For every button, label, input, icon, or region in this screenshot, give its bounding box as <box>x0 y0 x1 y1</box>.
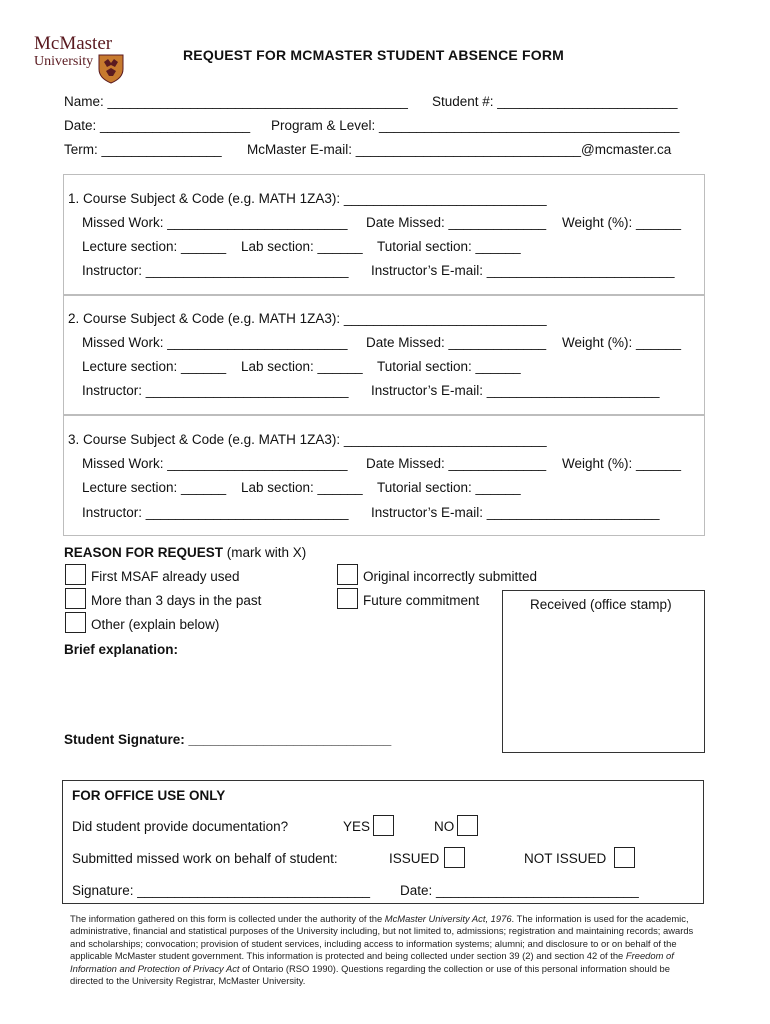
program-level-field[interactable]: Program & Level: ________________________________________ <box>271 118 680 133</box>
other-checkbox[interactable] <box>65 612 86 633</box>
weight-field[interactable]: Weight (%): ______ <box>562 456 682 471</box>
office-date-field[interactable]: Date: ___________________________ <box>400 883 639 898</box>
office-stamp-label: Received (office stamp) <box>530 597 672 612</box>
term-field[interactable]: Term: ________________ <box>64 142 222 157</box>
course-subject-code-field[interactable]: 2. Course Subject & Code (e.g. MATH 1ZA3): ___________________________ <box>68 311 547 326</box>
instructor-email-field[interactable]: Instructor’s E-mail: _______________________ <box>371 383 660 398</box>
original-incorrect-label: Original incorrectly submitted <box>363 569 538 584</box>
privacy-notice <box>70 913 700 987</box>
mcmaster-email-field[interactable]: McMaster E-mail: ______________________________@mcmaster.ca <box>247 142 672 157</box>
instructor-field[interactable]: Instructor: ___________________________ <box>82 505 349 520</box>
issued-label: ISSUED <box>389 851 440 866</box>
brief-explanation-label: Brief explanation: <box>64 642 179 657</box>
course-subject-code-field[interactable]: 3. Course Subject & Code (e.g. MATH 1ZA3): ___________________________ <box>68 432 547 447</box>
logo-university: University <box>34 54 94 69</box>
office-signature-field[interactable]: Signature: _______________________________ <box>72 883 371 898</box>
weight-field[interactable]: Weight (%): ______ <box>562 215 682 230</box>
documentation-question: Did student provide documentation? <box>72 819 289 834</box>
issued-checkbox[interactable] <box>444 847 465 868</box>
date-missed-field[interactable]: Date Missed: _____________ <box>366 335 547 350</box>
first-msaf-label: First MSAF already used <box>91 569 240 584</box>
no-label: NO <box>434 819 455 834</box>
not-issued-label: NOT ISSUED <box>524 851 607 866</box>
more-than-3-days-label: More than 3 days in the past <box>91 593 262 608</box>
lab-section-field[interactable]: Lab section: ______ <box>241 239 363 254</box>
missed-work-field[interactable]: Missed Work: ________________________ <box>82 215 348 230</box>
office-stamp-box <box>502 590 705 753</box>
privacy-notice-part3: of Ontario (RSO 1990). Questions regarding the collection or use of this personal information should be directed to the University Registrar, McMaster University. <box>70 962 670 987</box>
lecture-section-field[interactable]: Lecture section: ______ <box>82 480 227 495</box>
more-than-3-days-checkbox[interactable] <box>65 588 86 609</box>
instructor-email-field[interactable]: Instructor’s E-mail: _______________________ <box>371 505 660 520</box>
logo-wordmark: McMaster <box>34 33 113 54</box>
instructor-field[interactable]: Instructor: ___________________________ <box>82 383 349 398</box>
tutorial-section-field[interactable]: Tutorial section: ______ <box>377 239 521 254</box>
tutorial-section-field[interactable]: Tutorial section: ______ <box>377 480 521 495</box>
missed-work-field[interactable]: Missed Work: ________________________ <box>82 456 348 471</box>
instructor-field[interactable]: Instructor: ___________________________ <box>82 263 349 278</box>
no-checkbox[interactable] <box>457 815 478 836</box>
student-signature-label: Student Signature: ___________________________ <box>64 732 392 747</box>
lab-section-field[interactable]: Lab section: ______ <box>241 359 363 374</box>
privacy-notice-act1: McMaster University Act, 1976 <box>384 913 512 924</box>
tutorial-section-field[interactable]: Tutorial section: ______ <box>377 359 521 374</box>
lab-section-field[interactable]: Lab section: ______ <box>241 480 363 495</box>
yes-label: YES <box>343 819 371 834</box>
missed-work-field[interactable]: Missed Work: ________________________ <box>82 335 348 350</box>
privacy-notice-part2: . The information is used for the academic, administrative, financial and statistical purposes of the University including, but not limited to, admissions; registration and maintaining records; awards and scholarships; convocation; provision of student services, including access to information systems; alumni; and disclosure to or on behalf of the applicable McMaster student government. This information is protected and being collected under section 39 (2) and section 42 of the <box>70 913 694 962</box>
submitted-work-question: Submitted missed work on behalf of student: <box>72 851 338 866</box>
yes-checkbox[interactable] <box>373 815 394 836</box>
course-subject-code-field[interactable]: 1. Course Subject & Code (e.g. MATH 1ZA3): ___________________________ <box>68 191 547 206</box>
instructor-email-field[interactable]: Instructor’s E-mail: _________________________ <box>371 263 675 278</box>
student-number-field[interactable]: Student #: ________________________ <box>432 94 678 109</box>
date-missed-field[interactable]: Date Missed: _____________ <box>366 456 547 471</box>
future-commitment-checkbox[interactable] <box>337 588 358 609</box>
reason-heading <box>64 545 306 560</box>
reason-hint: (mark with X) <box>223 545 307 560</box>
other-label: Other (explain below) <box>91 617 220 632</box>
form-title: REQUEST FOR MCMASTER STUDENT ABSENCE FORM <box>183 47 565 63</box>
office-use-heading: FOR OFFICE USE ONLY <box>72 788 226 803</box>
lecture-section-field[interactable]: Lecture section: ______ <box>82 359 227 374</box>
privacy-notice-part1: The information gathered on this form is collected under the authority of the <box>70 913 385 924</box>
lecture-section-field[interactable]: Lecture section: ______ <box>82 239 227 254</box>
privacy-notice-act2: Freedom of Information and Protection of Privacy Act <box>70 950 674 974</box>
date-field[interactable]: Date: ____________________ <box>64 118 251 133</box>
name-field[interactable]: Name: ________________________________________ <box>64 94 408 109</box>
reason-heading-label: REASON FOR REQUEST <box>64 545 224 560</box>
date-missed-field[interactable]: Date Missed: _____________ <box>366 215 547 230</box>
first-msaf-checkbox[interactable] <box>65 564 86 585</box>
shield-icon <box>98 54 124 84</box>
original-incorrect-checkbox[interactable] <box>337 564 358 585</box>
student-signature-field[interactable] <box>64 732 391 747</box>
not-issued-checkbox[interactable] <box>614 847 635 868</box>
weight-field[interactable]: Weight (%): ______ <box>562 335 682 350</box>
future-commitment-label: Future commitment <box>363 593 480 608</box>
